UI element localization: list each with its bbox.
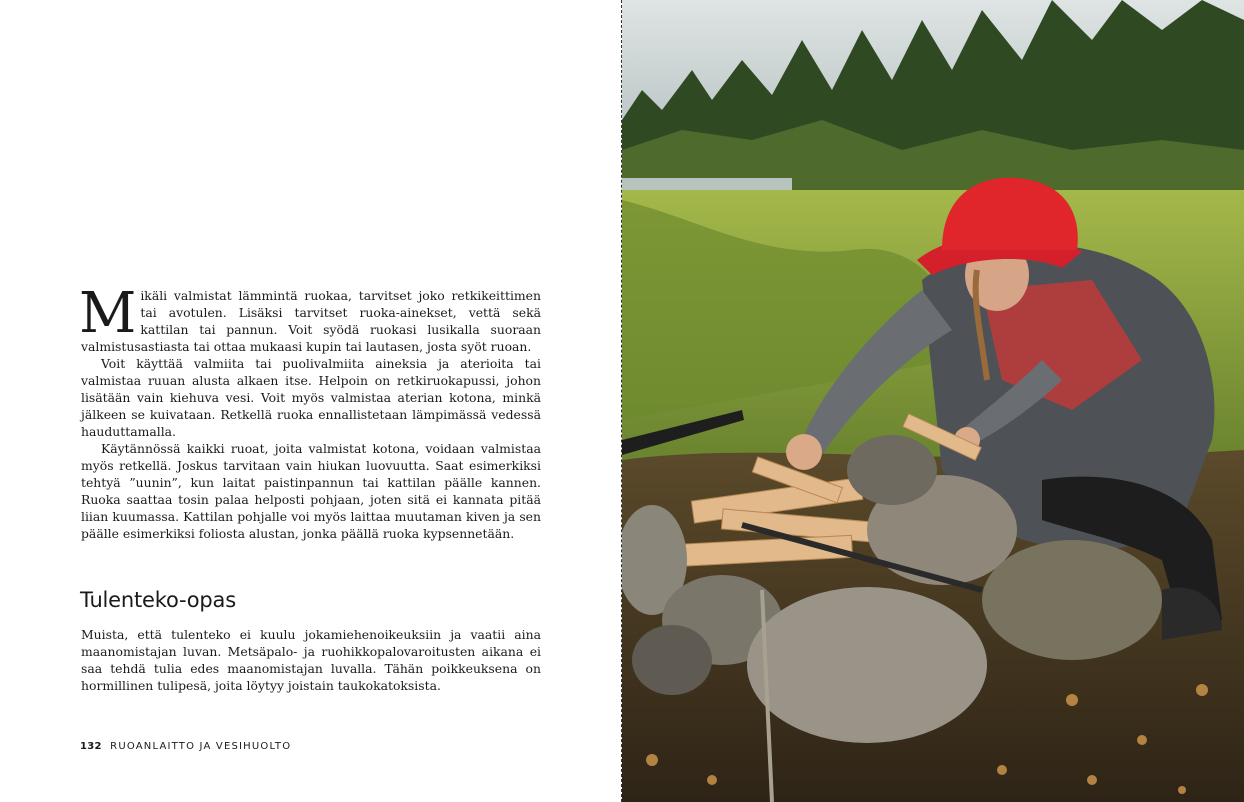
campfire-photo xyxy=(622,0,1244,802)
intro-text xyxy=(79,281,541,542)
section-heading: Tulenteko-opas xyxy=(80,588,236,612)
lake xyxy=(622,178,792,192)
paragraph-3: Käytännössä kaikki ruoat, joita valmistat kotona, voidaan valmistaa myös retkellä. Joskus tarvitaan vain hiukan luovuutta. Saat esimerkiksi tehtyä ”uunin”, kun laitat paistinpannun tai kattilan päälle kannen. Ruoka saattaa tosin palaa helposti pohjaan, joten sitä ei kannata pitää liian kuumassa. Kattilan pohjalle voi myös laittaa muutaman kiven ja sen päälle esimerkiksi foliosta alustan, jonka päällä ruoka kypsennetään. xyxy=(81,441,541,541)
section-text-block xyxy=(81,626,541,694)
paragraph-2: Voit käyttää valmiita tai puolivalmiita aineksia ja aterioita tai valmistaa ruuan alusta alkaen itse. Helpoin on retkiruokapussi, johon lisätään vain kiehuva vesi. Voit myös valmistaa aterian kotona, minkä jälkeen se kuivataan. Retkellä ruoka ennallistetaan lämpimässä vedessä hauduttamalla. xyxy=(81,356,541,439)
paragraph-1: ikäli valmistat lämmintä ruokaa, tarvitset joko retkikeittimen tai avotulen. Lisäksi tarvitset ruoka-ainekset, vettä sekä kattilan tai pannun. Voit syödä ruokasi lusikalla suoraan valmistusastiasta tai ottaa mukaasi kupin tai lautasen, josta syöt ruoan. xyxy=(81,288,541,354)
dropcap: M xyxy=(79,281,137,346)
right-page xyxy=(622,0,1244,802)
chapter-title: RUOANLAITTO JA VESIHUOLTO xyxy=(110,741,292,752)
page-number: 132 xyxy=(80,741,102,752)
hand-left xyxy=(786,434,822,470)
page-footer xyxy=(80,741,291,752)
section-paragraph: Muista, että tulenteko ei kuulu jokamiehenoikeuksiin ja vaatii aina maanomistajan luvan. Metsäpalo- ja ruohikkopalovaroitusten aikana ei saa tehdä tulia edes maanomistajan luvalla. Tähän poikkeuksena on hormillinen tulipesä, joita löytyy joistain taukokatoksista. xyxy=(81,627,541,693)
